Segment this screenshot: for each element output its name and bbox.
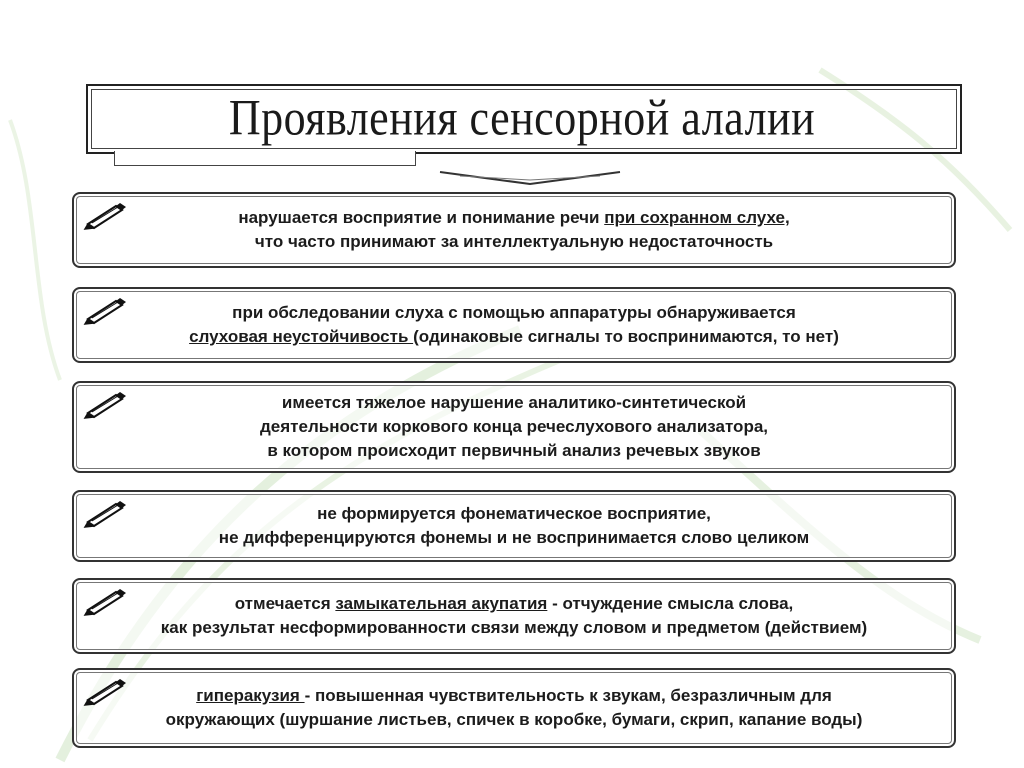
item-line: что часто принимают за интеллектуальную недостаточность	[254, 232, 774, 251]
item-text: нарушается восприятие и понимание речи	[238, 208, 605, 227]
item-text-underlined: замыкательная акупатия	[335, 594, 548, 613]
list-item	[72, 192, 956, 268]
item-line	[189, 325, 839, 349]
item-line: не формируется фонематическое восприятие,	[317, 504, 711, 523]
list-item	[72, 287, 956, 363]
list-item	[72, 668, 956, 748]
item-line: в котором происходит первичный анализ речевых звуков	[267, 441, 761, 460]
item-line: при обследовании слуха с помощью аппаратуры обнаруживается	[232, 303, 796, 322]
item-line: деятельности коркового конца речеслухового анализатора,	[260, 417, 768, 436]
item-text-underlined: слуховая неустойчивость	[189, 327, 414, 346]
item-text-underlined: гиперакузия	[196, 686, 305, 705]
item-line: не дифференцируются фонемы и не воспринимается слово целиком	[218, 528, 810, 547]
item-text: - повышенная чувствительность к звукам, безразличным для	[304, 686, 832, 705]
item-line	[238, 206, 789, 230]
list-item	[72, 381, 956, 473]
item-text: (одинаковые сигналы то воспринимаются, то нет)	[413, 327, 839, 346]
item-line: окружающих (шуршание листьев, спичек в коробке, бумаги, скрип, капание воды)	[165, 710, 863, 729]
item-line: имеется тяжелое нарушение аналитико-синтетической	[281, 393, 747, 412]
down-arrow-icon	[430, 150, 630, 190]
page-title: Проявления сенсорной алалии	[228, 88, 816, 146]
list-item	[72, 578, 956, 654]
item-line	[196, 684, 832, 708]
item-text: - отчуждение смысла слова,	[547, 594, 794, 613]
item-text-underlined: при сохранном слухе,	[604, 208, 790, 227]
item-line	[235, 592, 794, 616]
item-text: отмечается	[234, 594, 336, 613]
list-item	[72, 490, 956, 562]
item-line: как результат несформированности связи между словом и предметом (действием)	[160, 618, 868, 637]
